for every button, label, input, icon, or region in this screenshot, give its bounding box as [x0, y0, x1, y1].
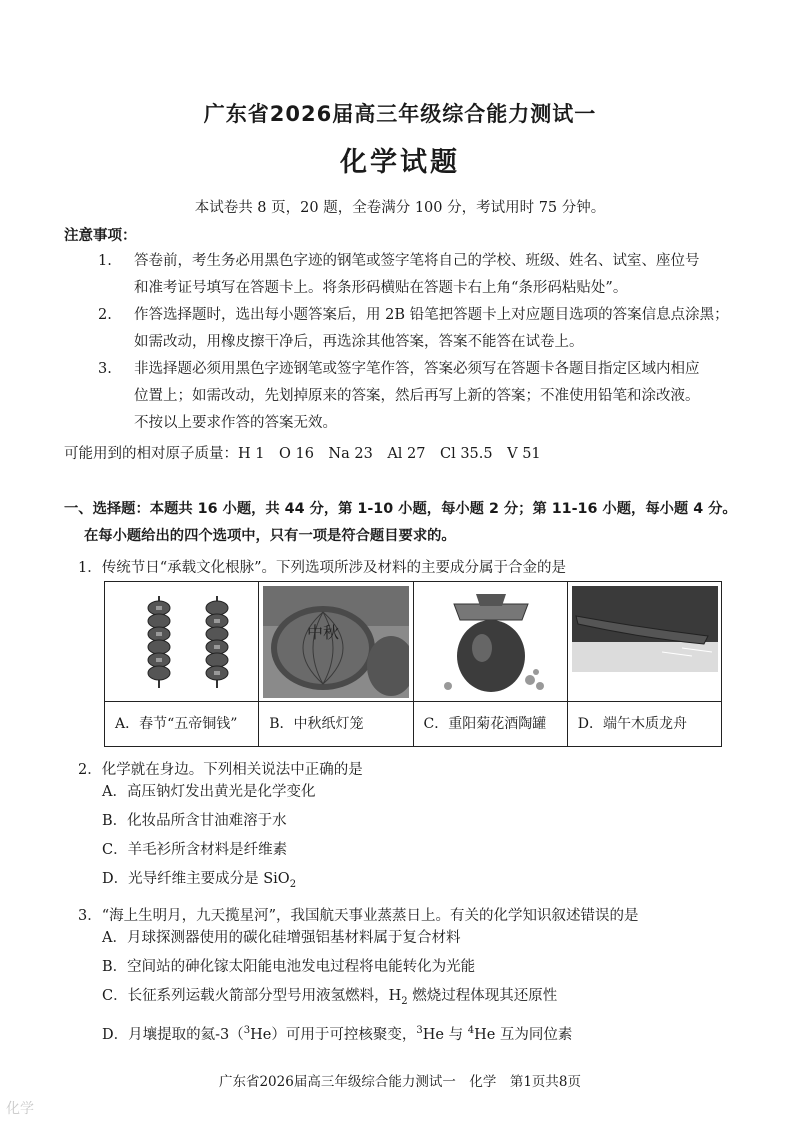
option-cell-b [259, 582, 413, 746]
section-heading-line: 一、选择题：本题共 16 小题，共 44 分，第 1-10 小题，每小题 2 分；第 11-16 小题，每小题 4 分。 [64, 501, 737, 517]
option-b: B．空间站的砷化镓太阳能电池发电过程将电能转化为光能 [102, 959, 476, 975]
option-d-text: D．光导纤维主要成分是 SiO [102, 871, 290, 887]
option-a: A．高压钠灯发出黄光是化学变化 [102, 784, 316, 800]
option-c: C．羊毛衫所含材料是纤维素 [102, 842, 288, 858]
lantern-text: 中秋 [307, 623, 340, 642]
option-a-caption: A．春节“五帝铜钱” [105, 701, 258, 746]
superscript: 3 [416, 1024, 423, 1036]
option-cell-d [568, 582, 721, 746]
question-3-options [102, 924, 572, 1050]
option-c [102, 982, 572, 1016]
option-d [102, 1016, 572, 1050]
question-2-options [102, 778, 315, 899]
watermark: 化学 [6, 1101, 34, 1117]
pottery-wine-jar-picture [418, 586, 564, 698]
notice-number: 3. [98, 361, 112, 377]
option-d [102, 865, 315, 899]
option-c-text: C．长征系列运载火箭部分型号用液氢燃料，H [102, 988, 402, 1004]
option-d-caption: D．端午木质龙舟 [568, 701, 721, 746]
option-d-text: He）可用于可控核聚变， [250, 1026, 417, 1043]
copper-coins-picture [109, 586, 255, 698]
option-c-text: 燃烧过程体现其还原性 [407, 988, 558, 1004]
notice-list [64, 248, 754, 437]
option-cell-c [414, 582, 568, 746]
notice-line: 非选择题必须用黑色字迹钢笔或签字笔作答，答案必须写在答题卡各题目指定区域内相应 [134, 361, 700, 377]
wooden-dragon-boat-picture [572, 586, 718, 698]
question-1-picture-table [104, 581, 722, 747]
notice-line: 和准考证号填写在答题卡上。将条形码横贴在答题卡右上角“条形码粘贴处”。 [134, 280, 628, 296]
section-heading-line: 在每小题给出的四个选项中，只有一项是符合题目要求的。 [84, 528, 456, 544]
superscript: 3 [243, 1024, 251, 1036]
atomic-masses: 可能用到的相对原子质量：H 1 O 16 Na 23 Al 27 Cl 35.5 V 51 [64, 446, 541, 462]
question-1-stem: 1．传统节日“承载文化根脉”。下列选项所涉及材料的主要成分属于合金的是 [78, 560, 567, 576]
section-heading [64, 496, 754, 550]
option-c-caption: C．重阳菊花酒陶罐 [414, 701, 567, 746]
paper-lantern-picture [263, 586, 409, 698]
notice-line: 不按以上要求作答的答案无效。 [134, 415, 337, 431]
notice-line: 作答选择题时，选出每小题答案后，用 2B 铅笔把答题卡上对应题目选项的答案信息点涂黑； [134, 307, 729, 323]
notice-line: 如需改动，用橡皮擦干净后，再选涂其他答案，答案不能答在试卷上。 [134, 334, 584, 350]
question-2-stem: 2．化学就在身边。下列相关说法中正确的是 [78, 762, 363, 778]
subscript: 2 [289, 878, 297, 890]
subject-title: 化学试题 [340, 147, 460, 178]
notice-item [64, 356, 754, 437]
option-a: A．月球探测器使用的碳化硅增强铝基材料属于复合材料 [102, 930, 461, 946]
option-b: B．化妆品所含甘油难溶于水 [102, 813, 287, 829]
subscript: 2 [401, 995, 408, 1007]
option-cell-a [105, 582, 259, 746]
notice-line: 答卷前，考生务必用黑色字迹的钢笔或签字笔将自己的学校、班级、姓名、试室、座位号 [134, 253, 700, 269]
exam-intro: 本试卷共 8 页，20 题，全卷满分 100 分，考试用时 75 分钟。 [194, 200, 606, 216]
notice-number: 1. [98, 253, 112, 269]
page-footer: 广东省2026届高三年级综合能力测试一 化学 第1页共8页 [218, 1074, 582, 1090]
notice-line: 位置上；如需改动，先划掉原来的答案，然后再写上新的答案；不准使用铅笔和涂改液。 [134, 388, 700, 404]
option-d-text: D．月壤提取的氦-3（ [102, 1026, 244, 1043]
option-d-text: He 与 [422, 1026, 468, 1043]
exam-title: 广东省2026届高三年级综合能力测试一 [203, 102, 597, 126]
superscript: 4 [467, 1024, 475, 1036]
option-d-text: He 互为同位素 [474, 1026, 573, 1043]
question-3-stem: 3．“海上生明月，九天揽星河”，我国航天事业蒸蒸日上。有关的化学知识叙述错误的是 [78, 908, 639, 924]
notice-heading: 注意事项： [64, 228, 137, 244]
notice-item [64, 248, 754, 302]
option-b-caption: B．中秋纸灯笼 [259, 701, 412, 746]
notice-item [64, 302, 754, 356]
notice-number: 2. [98, 307, 112, 323]
